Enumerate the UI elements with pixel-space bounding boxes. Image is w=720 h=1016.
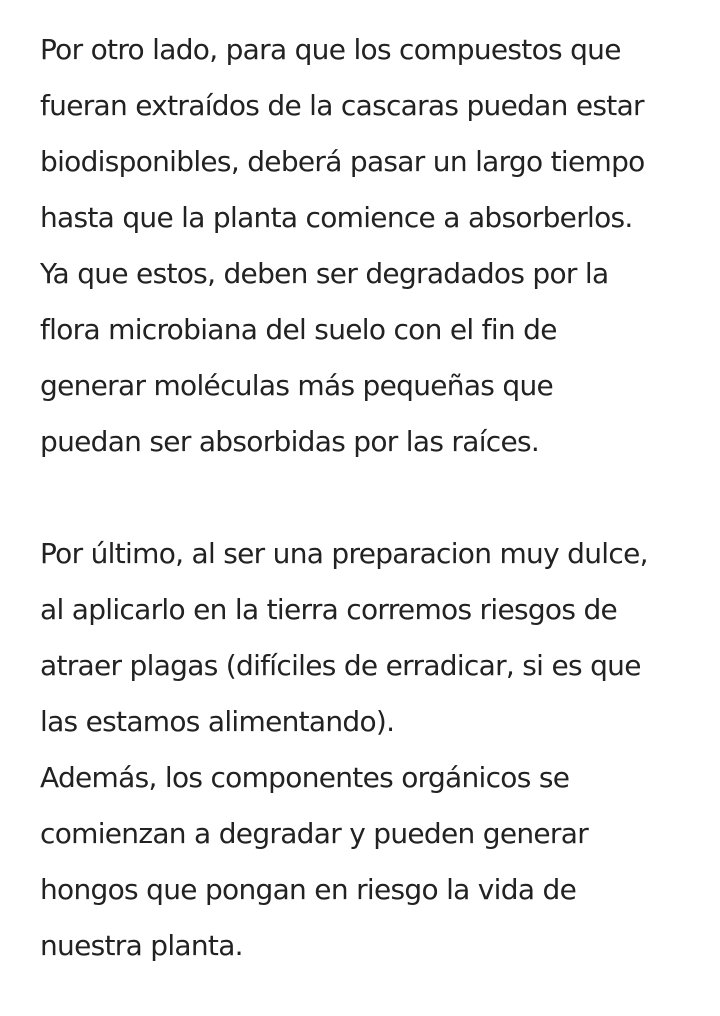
paragraph-line: hongos que pongan en riesgo la vida de <box>40 873 577 906</box>
paragraph-1 <box>40 22 696 470</box>
paragraph-2 <box>40 526 696 974</box>
paragraph-line: generar moléculas más pequeñas que <box>40 369 554 402</box>
paragraph-line: Por último, al ser una preparacion muy dulce, <box>40 537 648 570</box>
paragraph-line: fueran extraídos de la cascaras puedan estar <box>40 89 644 122</box>
paragraph-line: comienzan a degradar y pueden generar <box>40 817 589 850</box>
paragraph-line: atraer plagas (difíciles de erradicar, si es que <box>40 649 641 682</box>
paragraph-line: biodisponibles, deberá pasar un largo tiempo <box>40 145 645 178</box>
paragraph-spacer <box>40 470 696 526</box>
paragraph-line: puedan ser absorbidas por las raíces. <box>40 425 540 458</box>
paragraph-line: Por otro lado, para que los compuestos que <box>40 33 621 66</box>
paragraph-line: flora microbiana del suelo con el fin de <box>40 313 557 346</box>
paragraph-line: hasta que la planta comience a absorberlos. <box>40 201 633 234</box>
paragraph-line: las estamos alimentando). <box>40 705 395 738</box>
paragraph-line: Además, los componentes orgánicos se <box>40 761 570 794</box>
paragraph-line: al aplicarlo en la tierra corremos riesgos de <box>40 593 618 626</box>
paragraph-line: Ya que estos, deben ser degradados por la <box>40 257 609 290</box>
paragraph-line: nuestra planta. <box>40 929 243 962</box>
